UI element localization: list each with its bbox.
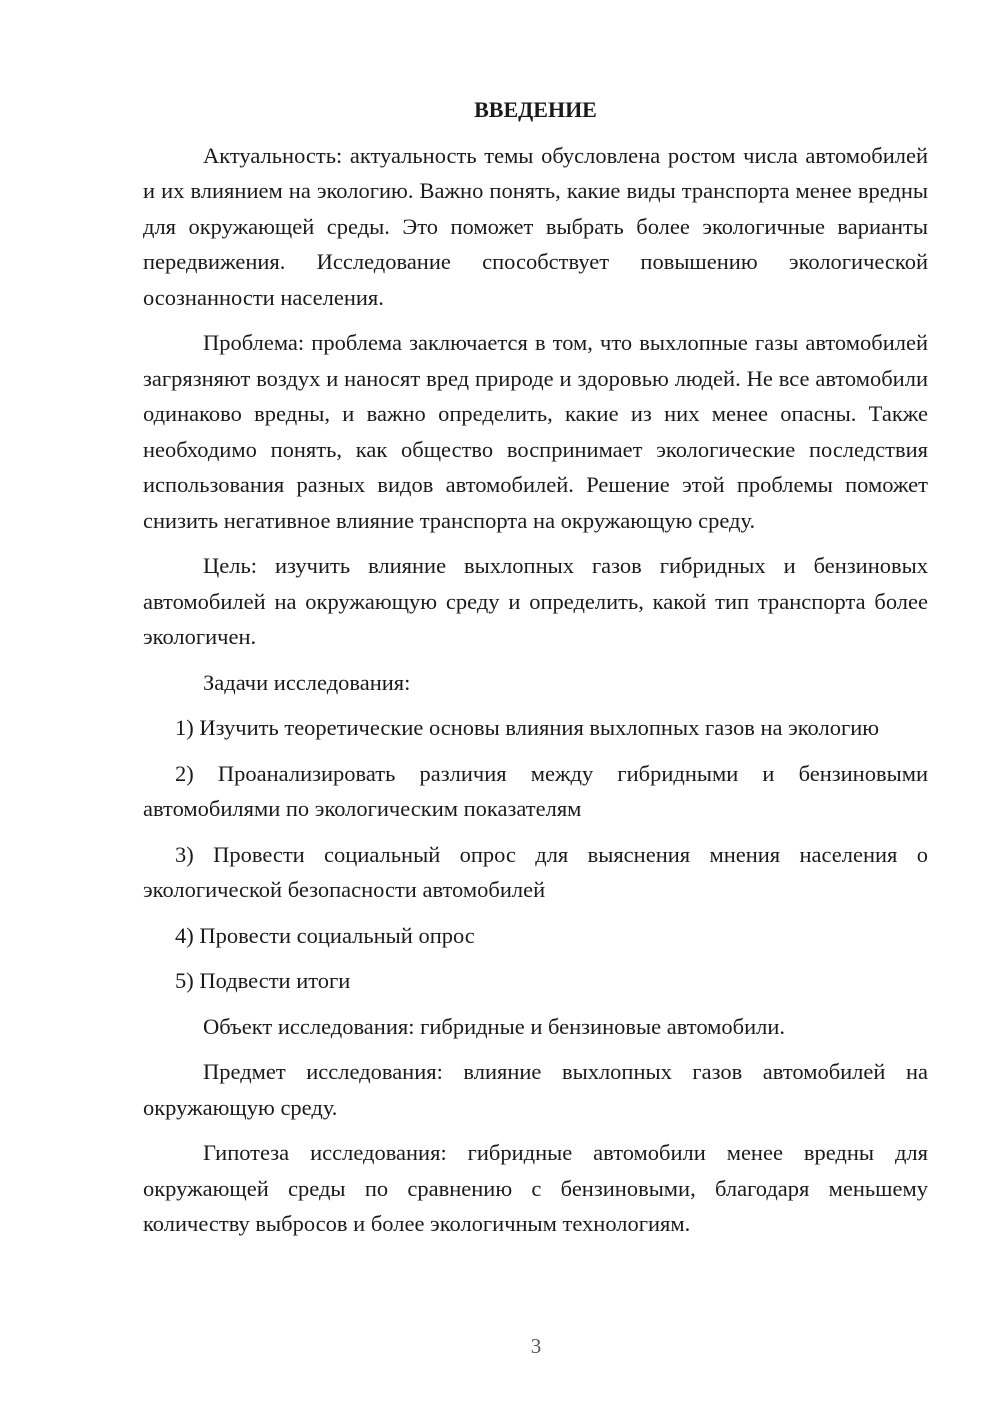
document-page <box>143 92 928 1252</box>
paragraph-relevance: Актуальность: актуальность темы обусловлена ростом числа автомобилей и их влиянием на экологию. Важно понять, какие виды транспорта менее вредны для окружающей среды. Это поможет выбрать более экологичные варианты передвижения. Исследование способствует повышению экологической осознанности населения. <box>143 142 928 310</box>
page-number: 3 <box>530 1334 542 1358</box>
paragraph-problem: Проблема: проблема заключается в том, что выхлопные газы автомобилей загрязняют воздух и наносят вред природе и здоровью людей. Не все автомобили одинаково вредны, и важно определить, какие из них менее опасны. Также необходимо понять, как общество воспринимает экологические последствия использования разных видов автомобилей. Решение этой проблемы поможет снизить негативное влияние транспорта на окружающую среду. <box>143 330 928 533</box>
paragraph-object: Объект исследования: гибридные и бензиновые автомобили. <box>203 1013 786 1039</box>
paragraph-hypothesis: Гипотеза исследования: гибридные автомобили менее вредны для окружающей среды по сравнению с бензиновыми, благодаря меньшему количеству выбросов и более экологичным технологиям. <box>143 1140 928 1236</box>
paragraph-subject: Предмет исследования: влияние выхлопных газов автомобилей на окружающую среду. <box>143 1059 928 1120</box>
tasks-heading: Задачи исследования: <box>203 669 411 695</box>
section-heading: ВВЕДЕНИЕ <box>474 97 597 122</box>
list-item-task-4: 4) Провести социальный опрос <box>175 922 475 948</box>
list-item-task-2: 2) Проанализировать различия между гибридными и бензиновыми автомобилями по экологическим показателям <box>143 760 928 821</box>
list-item-task-3: 3) Провести социальный опрос для выяснения мнения населения о экологической безопасности автомобилей <box>143 841 928 902</box>
paragraph-goal: Цель: изучить влияние выхлопных газов гибридных и бензиновых автомобилей на окружающую среду и определить, какой тип транспорта более экологичен. <box>143 553 928 649</box>
list-item-task-1: 1) Изучить теоретические основы влияния выхлопных газов на экологию <box>175 715 880 740</box>
list-item-task-5: 5) Подвести итоги <box>175 968 351 993</box>
